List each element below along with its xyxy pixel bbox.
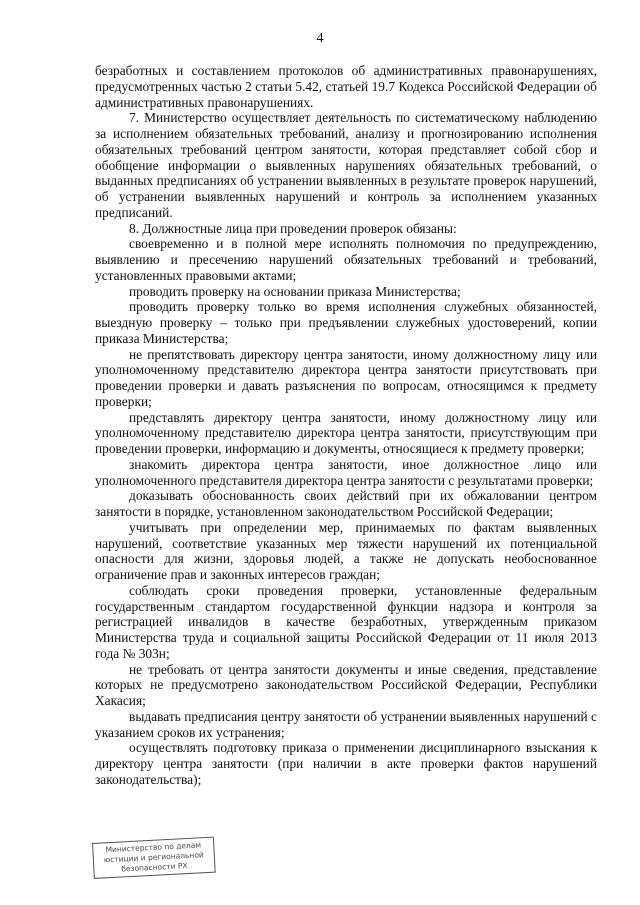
registration-stamp (92, 837, 216, 879)
duty-paragraph: соблюдать сроки проведения проверки, установленные федеральным государственным стандартом государственной функции надзора и контроля за регистрацией инвалидов в качестве безработных, утвержденным приказом Министерства труда и социальной защиты Российской Федерации от 11 июля 2013 года № 303н; (95, 582, 597, 661)
stamp-line: безопасности РХ (120, 861, 188, 874)
page-number: 4 (316, 31, 324, 46)
duty-paragraph: своевременно и в полной мере исполнять полномочия по предупреждению, выявлению и пресечению нарушений обязательных требований и требований, установленных правовыми актами; (95, 236, 597, 283)
duty-paragraph: знакомить директора центра занятости, иное должностное лицо или уполномоченного представителя директора центра занятости с результатами проверки; (95, 456, 597, 488)
duty-paragraph: не препятствовать директору центра занятости, иному должностному лицу или уполномоченному представителю директора центра занятости присутствовать при проведении проверки и давать разъяснения по вопросам, относящимся к предмету проверки; (95, 346, 597, 409)
duty-paragraph: выдавать предписания центру занятости об устранении выявленных нарушений с указанием сроков их устранения; (95, 708, 597, 740)
paragraph-item-8: 8. Должностные лица при проведении проверок обязаны: (129, 220, 457, 236)
paragraph-continuation: безработных и составлением протоколов об административных правонарушениях, предусмотренных частью 2 статьи 5.42, статьей 19.7 Кодекса Российской Федерации об административных правонарушениях. (95, 63, 597, 110)
duty-paragraph: представлять директору центра занятости, иному должностному лицу или уполномоченному представителю директора центра занятости, присутствующим при проведении проверки, информацию и документы, относящиеся к предмету проверки; (95, 409, 597, 456)
duty-paragraph: проводить проверку на основании приказа Министерства; (129, 283, 461, 299)
duty-paragraph: доказывать обоснованность своих действий при их обжаловании центром занятости в порядке, установленном законодательством Российской Федерации; (95, 488, 597, 519)
duty-paragraph: осуществлять подготовку приказа о применении дисциплинарного взыскания к директору центра занятости (при наличии в акте проверки фактов нарушений законодательства); (95, 740, 597, 787)
duty-paragraph: проводить проверку только во время исполнения служебных обязанностей, выездную проверку – только при предъявлении служебных удостоверений, копии приказа Министерства; (95, 299, 597, 346)
stamp-line: юстиции и региональной (103, 850, 205, 865)
paragraph-item-7: 7. Министерство осуществляет деятельность по систематическому наблюдению за исполнением обязательных требований, анализу и прогнозированию исполнения обязательных требований центром занятости, которая представляет собой сбор и обобщение информации о выявленных нарушениях обязательных требований, о выданных предписаниях об устранении выявленных в результате проверок нарушений, об устранении выявленных нарушений и контроль за исполнением указанных предписаний. (95, 110, 597, 220)
duty-paragraph: не требовать от центра занятости документы и иные сведения, представление которых не предусмотрено законодательством Российской Федерации, Республики Хакасия; (95, 661, 597, 708)
duty-paragraph: учитывать при определении мер, принимаемых по фактам выявленных нарушений, соответствие указанных мер тяжести нарушений их потенциальной опасности для жизни, здоровья людей, а также не допускать необоснованное ограничение прав и законных интересов граждан; (95, 519, 597, 582)
document-body (95, 63, 597, 788)
stamp-line: Министерство по делам (105, 840, 202, 855)
